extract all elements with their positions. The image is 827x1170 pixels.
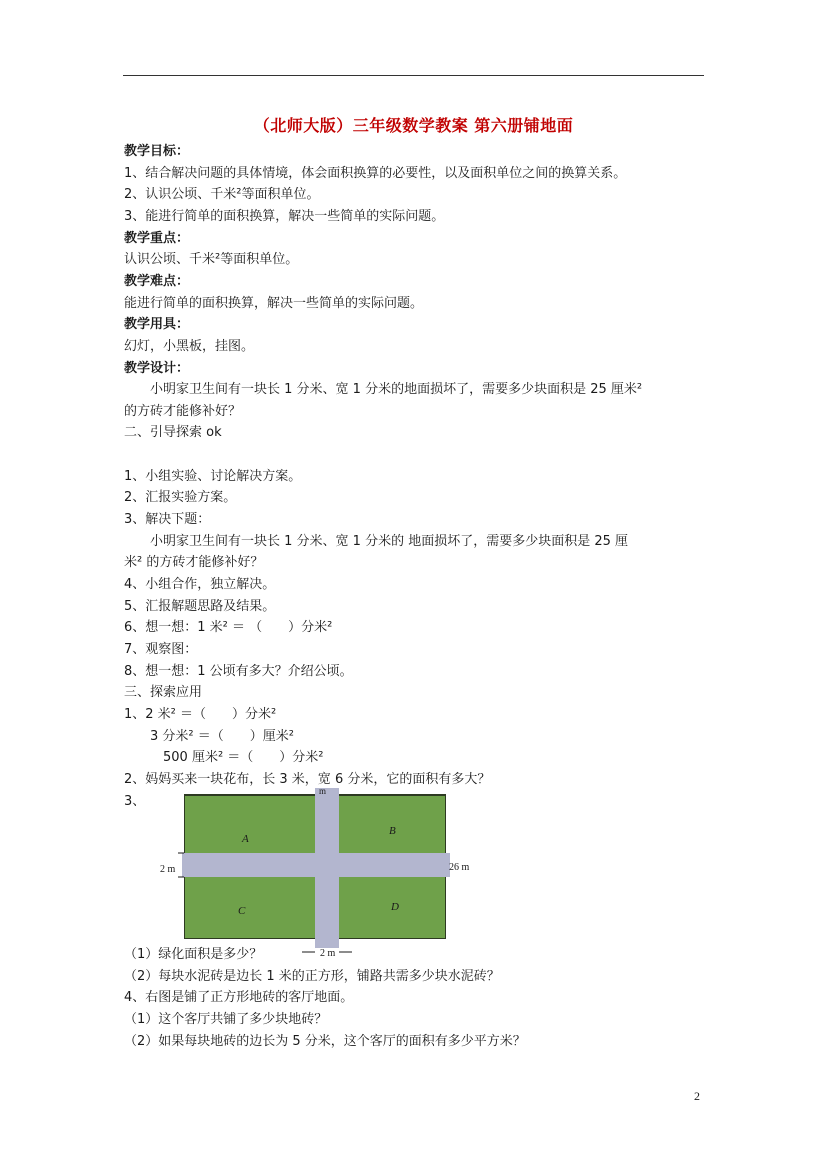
label-a: A	[242, 833, 249, 845]
bottom-dimension: 2 m	[320, 948, 336, 958]
body-line: 二、引导探索 ok	[124, 425, 222, 441]
body-line: 5、汇报解题思路及结果。	[124, 598, 276, 614]
body-line: 三、探索应用	[124, 685, 203, 701]
label-c: C	[238, 905, 246, 917]
question-line: （2）每块水泥砖是边长 1 米的正方形，铺路共需多少块水泥砖？	[124, 968, 500, 984]
park-diagram	[158, 786, 478, 958]
body-line: 能进行简单的面积换算，解决一些简单的实际问题。	[124, 295, 424, 311]
section-heading: 教学目标：	[124, 144, 190, 159]
body-line: 3、	[124, 793, 146, 809]
body-line: 的方砖才能修补好？	[124, 403, 242, 419]
left-dimension: 2 m	[160, 864, 176, 875]
body-line: 2、妈妈买来一块花布，长 3 米，宽 6 分米，它的面积有多大？	[124, 771, 491, 787]
section-heading: 教学用具：	[124, 317, 190, 333]
right-dimension: 26 m	[449, 862, 470, 873]
body-line: 6、想一想：1 米² ＝ （ ）分米²	[124, 620, 333, 636]
body-line: 1、小组实验、讨论解决方案。	[124, 468, 302, 484]
body-line: 1、结合解决问题的具体情境，体会面积换算的必要性，以及面积单位之间的换算关系。	[124, 165, 627, 181]
body-line: 1、2 米² ＝（ ）分米²	[124, 706, 277, 722]
body-line: 500 厘米² ＝（ ）分米²	[163, 750, 324, 766]
body-line: 4、小组合作，独立解决。	[124, 577, 276, 592]
question-line: （1）绿化面积是多少？	[124, 947, 263, 962]
section-heading: 教学重点：	[124, 230, 190, 246]
body-line: 8、想一想：1 公顷有多大？介绍公顷。	[124, 663, 353, 679]
page-number: 2	[694, 1089, 700, 1103]
lawn-a	[185, 796, 315, 853]
body-line: 幻灯，小黑板，挂图。	[124, 338, 255, 354]
section-heading: 教学难点：	[124, 273, 190, 289]
question-line: 4、右图是铺了正方形地砖的客厅地面。	[124, 990, 354, 1006]
page-title: （北师大版）三年级数学教案 第六册铺地面	[253, 116, 574, 135]
body-line: 3、解决下题：	[124, 512, 211, 528]
body-line: 米² 的方砖才能修补好？	[124, 555, 264, 571]
header-rule	[123, 75, 704, 76]
body-line: 小明家卫生间有一块长 1 分米、宽 1 分米的地面损坏了，需要多少块面积是 25 厘米²	[150, 382, 643, 398]
question-line: （2）如果每块地砖的边长为 5 分米，这个客厅的面积有多少平方米？	[124, 1033, 526, 1049]
label-d: D	[391, 901, 399, 913]
body-line: 3 分米² ＝（ ）厘米²	[150, 728, 294, 744]
body-line: 认识公顷、千米²等面积单位。	[124, 252, 299, 268]
question-line: （1）这个客厅共铺了多少块地砖？	[124, 1012, 328, 1028]
section-heading: 教学设计：	[124, 360, 190, 376]
body-line: 3、能进行简单的面积换算，解决一些简单的实际问题。	[124, 208, 445, 224]
label-b: B	[389, 825, 396, 837]
top-mark: m	[319, 786, 327, 796]
vertical-road	[315, 788, 339, 948]
body-line: 2、认识公顷、千米²等面积单位。	[124, 187, 320, 203]
lawn-c	[185, 877, 315, 938]
body-line: 2、汇报实验方案。	[124, 490, 237, 506]
body-line: 7、观察图：	[124, 641, 198, 657]
body-line: 小明家卫生间有一块长 1 分米、宽 1 分米的 地面损坏了，需要多少块面积是 25 厘	[150, 533, 629, 549]
